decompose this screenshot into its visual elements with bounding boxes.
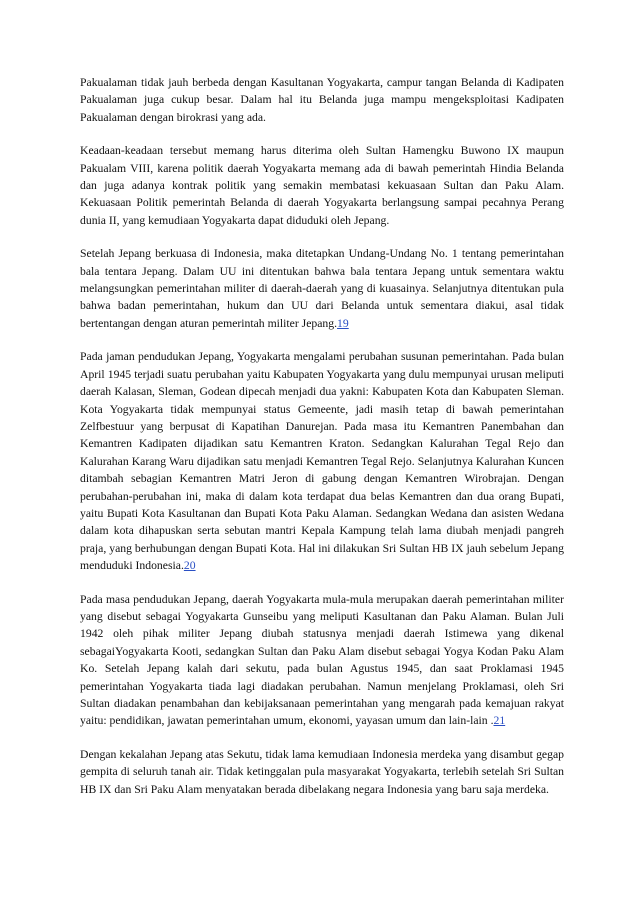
paragraph-text: Pada masa pendudukan Jepang, daerah Yogyakarta mula-mula merupakan daerah pemerintahan militer yang disebut sebagai Yogyakarta Gunseibu yang meliputi Kasultanan dan Paku Alaman. Bulan Juli 1942 oleh pihak militer Jepang diubah statusnya menjadi daerah Istimewa yang dikenal sebagaiYogyakarta Kooti, sedangkan Sultan dan Paku Alam disebut sebagai Yogya Kodan Paku Alam Ko. Setelah Jepang kalah dari sekutu, pada bulan Agustus 1945, dan saat Proklamasi 1945 pemerintahan Yogyakarta tiada lagi diadakan perubahan. Namun menjelang Proklamasi, oleh Sri Sultan diadakan penambahan dan kebijaksanaan pemerintahan yang mengarah pada kemajuan rakyat yaitu: pendidikan, jawatan pemerintahan umum, ekonomi, yayasan umum dan lain-lain .: [80, 592, 564, 728]
paragraph-3: [80, 245, 564, 332]
paragraph-text: Setelah Jepang berkuasa di Indonesia, maka ditetapkan Undang-Undang No. 1 tentang pemerintahan bala tentara Jepang. Dalam UU ini ditentukan bahwa bala tentara Jepang untuk sementara waktu melangsungkan pemerintahan militer di daerah-daerah yang di kuasainya. Selanjutnya ditentukan pula bahwa badan pemerintahan, hukum dan UU dari Belanda untuk sementara diakui, asal tidak bertentangan dengan aturan pemerintah militer Jepang.: [80, 247, 564, 330]
footnote-link-19[interactable]: 19: [337, 316, 349, 330]
paragraph-text: Keadaan-keadaan tersebut memang harus diterima oleh Sultan Hamengku Buwono IX maupun Pakualam VIII, karena politik daerah Yogyakarta memang ada di bawah pemerintah Hindia Belanda dan juga adanya kontrak politik yang semakin membatasi kekuasaan Sultan dan Paku Alam. Kekuasaan Politik pemerintah Belanda di daerah Yogyakarta berlangsung sampai pecahnya Perang dunia II, yang kemudiaan Yogyakarta dapat diduduki oleh Jepang.: [80, 144, 564, 227]
paragraph-5: [80, 591, 564, 730]
paragraph-text: Dengan kekalahan Jepang atas Sekutu, tidak lama kemudiaan Indonesia merdeka yang disambut gegap gempita di seluruh tanah air. Tidak ketinggalan pula masyarakat Yogyakarta, terlebih setelah Sri Sultan HB IX dan Sri Paku Alam menyatakan berada dibelakang negara Indonesia yang baru saja merdeka.: [80, 747, 564, 796]
footnote-link-21[interactable]: 21: [493, 714, 506, 728]
paragraph-text: Pakualaman tidak jauh berbeda dengan Kasultanan Yogyakarta, campur tangan Belanda di Kadipaten Pakualaman juga cukup besar. Dalam hal itu Belanda juga mampu mengeksploitasi Kadipaten Pakualaman dengan birokrasi yang ada.: [80, 76, 564, 124]
paragraph-6: [80, 746, 564, 798]
document-page: [80, 74, 564, 814]
footnote-link-20[interactable]: 20: [183, 559, 196, 573]
paragraph-4: [80, 348, 564, 574]
paragraph-2: [80, 142, 564, 229]
paragraph-1: [80, 74, 564, 126]
paragraph-text: Pada jaman pendudukan Jepang, Yogyakarta mengalami perubahan susunan pemerintahan. Pada bulan April 1945 terjadi suatu perubahan yaitu Kabupaten Yogyakarta yang dulu mempunyai urusan meliputi daerah Kalasan, Sleman, Godean dipecah menjadi dua yakni: Kabupaten Kota dan Kabupaten Sleman. Kota Yogyakarta tidak mempunyai status Gemeente, jadi masih tetap di bawah pemerintahan Zelfbestuur yang berpusat di Kapatihan Danurejan. Pada masa itu Kemantren Panembahan dan Kemantren Kadipaten dijadikan satu Kemantren Kraton. Sedangkan Kalurahan Tegal Rejo dan Kalurahan Karang Waru dijadikan satu menjadi Kemantren Tegal Rejo. Selanjutnya Kalurahan Kuncen ditambah sebagian Kemantren Matri Jeron di gabung dengan Kemantren Wirobrajan. Dengan perubahan-perubahan ini, maka di dalam kota terdapat dua belas Kemantren dan dua orang Bupati, yaitu Bupati Kota Kasultanan dan Bupati Kota Paku Alaman. Sedangkan Wedana dan asisten Wedana dalam kota dihapuskan serta sebutan mantri Kepala Kampung telah lama diubah menjadi pangreh praja, yang berhubungan dengan Bupati Kota. Hal ini dilakukan Sri Sultan HB IX jauh sebelum Jepang menduduki Indonesia.: [80, 350, 564, 573]
